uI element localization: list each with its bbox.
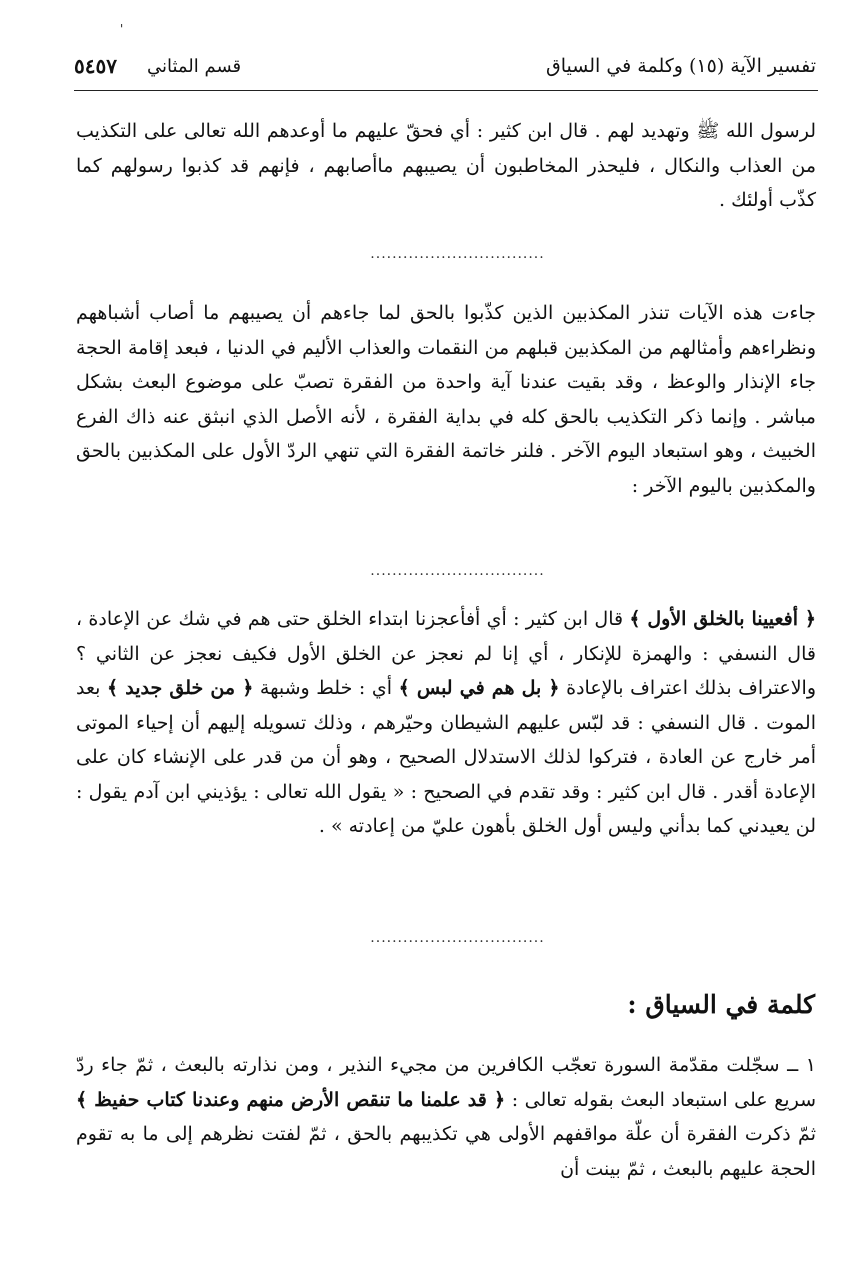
commentary-text-3: بعد الموت . قال النسفي : قد لبّس عليهم الشيطان وحيّرهم ، وذلك تسويله إليهم أن إحياء الموتى أمر خارج عن العادة ، فتركوا لذلك الاستدلال الصحيح ، وهو أن من قدر على الإنشاء كان على الإعادة أقدر . قال ابن كثير : وقد تقدم في الصحيح : « يقول الله تعالى : يؤذيني ابن آدم يقول : لن يعيدني كما بدأني وليس أول الخلق بأهون عليّ من إعادته » . (76, 677, 816, 837)
commentary-text-2: أي : خلط وشبهة (253, 677, 399, 699)
dotted-separator-3: ................................ (370, 930, 545, 946)
paragraph-4 (76, 1048, 816, 1186)
quran-quote-1: ﴿ أفعيينا بالخلق الأول ﴾ (629, 608, 816, 630)
quran-quote-4: ﴿ قد علمنا ما تنقص الأرض منهم وعندنا كتاب حفيظ ﴾ (76, 1088, 506, 1111)
section-name: قسم المثاني (146, 55, 242, 77)
paragraph-3 (76, 602, 816, 844)
quran-quote-3: ﴿ من خلق جديد ﴾ (107, 677, 254, 699)
context-text-1: ١ ــ سجّلت مقدّمة السورة تعجّب الكافرين من مجيء النذير ، ومن نذارته بالبعث ، ثمّ جاء ردّ سريع على استبعاد البعث بقوله تعالى : (76, 1054, 816, 1111)
header-rule (74, 90, 818, 91)
dotted-separator-2: ................................ (370, 563, 545, 579)
header-title: تفسير الآية (١٥) وكلمة في السياق (546, 55, 816, 77)
section-heading: كلمة في السياق : (627, 990, 815, 1019)
dotted-separator-1: ................................ (370, 246, 545, 262)
paragraph-2 (76, 296, 816, 503)
header-left-group (74, 54, 241, 78)
commentary-text-1: قال ابن كثير : أي أفأعجزنا ابتداء الخلق حتى هم في شك عن الإعادة ، قال النسفي : والهمزة للإنكار ، أي إنا لم نعجز عن الخلق الأول فكيف نعجز عن الثاني ؟ والاعتراف بذلك اعتراف بالإعادة (76, 608, 816, 699)
paragraph-1-text: لرسول الله ﷺ وتهديد لهم . قال ابن كثير : أي فحقّ عليهم ما أوعدهم الله تعالى على التكذيب من العذاب والنكال ، فليحذر المخاطبون أن يصيبهم ماأصابهم ، فإنهم قد كذبوا رسولهم كما كذّب أولئك . (76, 120, 816, 211)
quran-quote-2: ﴿ بل هم في لبس ﴾ (398, 677, 560, 699)
context-text-2: ثمّ ذكرت الفقرة أن علّة مواقفهم الأولى هي تكذيبهم بالحق ، ثمّ لفتت نظرهم إلى ما به تقوم الحجة عليهم بالبعث ، ثمّ بينت أن (76, 1123, 816, 1180)
paragraph-2-text: جاءت هذه الآيات تنذر المكذبين الذين كذّبوا بالحق لما جاءهم أن يصيبهم ما أصاب أشباههم ونظراءهم وأمثالهم من المكذبين قبلهم من النقمات والعذاب الأليم في الدنيا ، فبعد إقامة الحجة جاء الإنذار والوعظ ، وقد بقيت عندنا آية واحدة من الفقرة تصبّ على موضوع البعث بشكل مباشر . وإنما ذكر التكذيب بالحق كله في بداية الفقرة ، لأنه الأصل الذي انبثق عنه ذاك الفرع الخبيث ، وهو استبعاد اليوم الآخر . فلنر خاتمة الفقرة التي تنهي الردّ الأول على المكذبين بالحق والمكذبين باليوم الآخر : (76, 302, 816, 497)
running-header (74, 48, 816, 84)
page-number: ٥٤٥٧ (74, 54, 117, 78)
stray-mark: ' (120, 22, 124, 36)
paragraph-1 (76, 114, 816, 218)
